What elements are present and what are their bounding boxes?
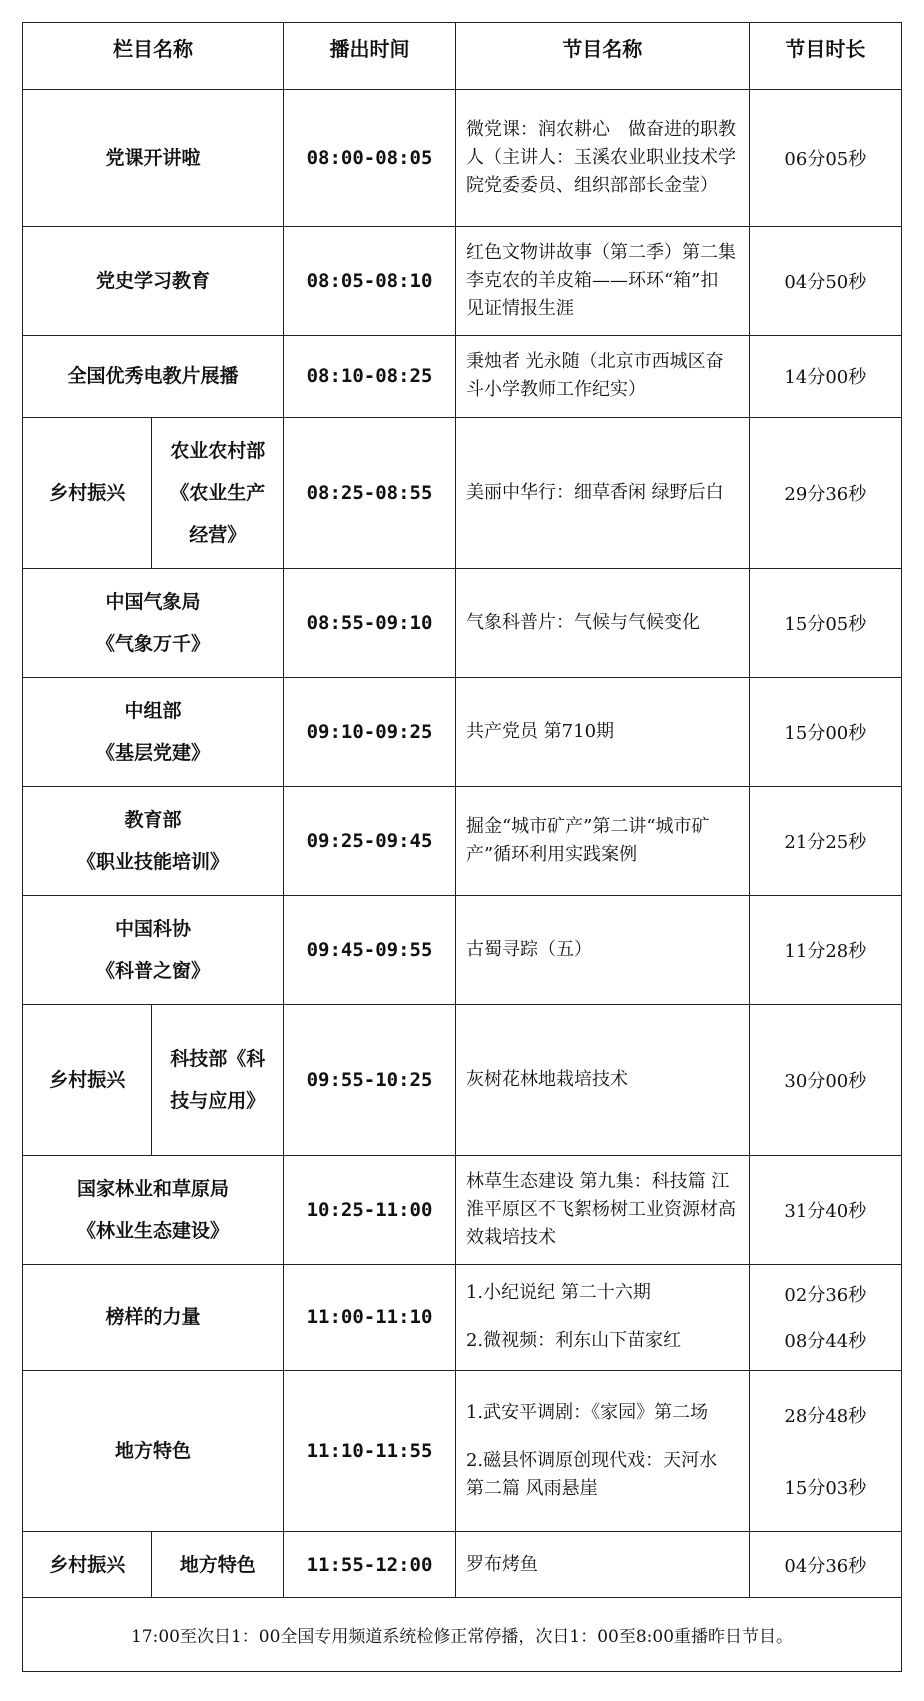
column-name-cell: 全国优秀电教片展播 [23,335,284,417]
program-cell: 气象科普片：气候与气候变化 [455,569,749,678]
schedule-table [22,22,902,1672]
program-cell: 美丽中华行：细草香闲 绿野后白 [455,417,749,568]
table-header-row [23,23,902,90]
footer-note: 17:00至次日1：00全国专用频道系统检修正常停播，次日1：00至8:00重播昨日节目。 [23,1598,902,1672]
column-name-cell [23,895,284,1004]
column-owner: 中组部 [124,700,182,722]
time-cell: 09:25-09:45 [284,787,456,896]
table-row [23,335,902,417]
table-row [23,1370,902,1531]
duration-item-1: 02分36秒 [784,1285,867,1307]
column-title: 《基层党建》 [96,742,211,764]
time-cell: 08:10-08:25 [284,335,456,417]
time-cell: 08:00-08:05 [284,89,456,226]
header-column-name: 栏目名称 [23,23,284,90]
program-cell [455,1265,749,1371]
column-name-cell: 地方特色 [23,1370,284,1531]
duration-item-1: 28分48秒 [784,1405,867,1427]
duration-cell: 11分28秒 [749,895,901,1004]
program-cell [455,1370,749,1531]
program-cell: 共产党员 第710期 [455,678,749,787]
time-cell: 10:25-11:00 [284,1156,456,1265]
program-cell: 罗布烤鱼 [455,1531,749,1598]
time-cell: 11:10-11:55 [284,1370,456,1531]
column-owner: 教育部 [124,808,182,831]
column-owner: 中国气象局 [105,591,201,614]
column-name-cell: 党史学习教育 [23,226,284,335]
column-title: 《气象万千》 [96,633,211,656]
table-row [23,895,902,1004]
program-cell: 掘金“城市矿产”第二讲“城市矿产”循环利用实践案例 [455,787,749,896]
duration-cell: 29分36秒 [749,417,901,568]
table-row [23,417,902,568]
duration-cell [749,1370,901,1531]
duration-cell: 15分05秒 [749,569,901,678]
table-row [23,1531,902,1598]
program-cell: 微党课：润农耕心 做奋进的职教人（主讲人：玉溪农业职业技术学院党委委员、组织部部长金莹） [455,89,749,226]
column-name-cell [23,1156,284,1265]
table-row [23,1004,902,1155]
time-cell: 09:55-10:25 [284,1004,456,1155]
program-item-2: 2.微视频：利东山下苗家红 [465,1330,682,1352]
time-cell: 09:45-09:55 [284,895,456,1004]
duration-cell: 15分00秒 [749,678,901,787]
column-owner: 国家林业和草原局 [77,1178,230,1201]
duration-cell: 31分40秒 [749,1156,901,1265]
table-row [23,787,902,896]
program-item-1: 1.小纪说纪 第二十六期 [465,1282,651,1304]
column-category-cell: 乡村振兴 [23,1004,152,1155]
duration-cell: 30分00秒 [749,1004,901,1155]
column-owner: 中国科协 [115,917,192,940]
duration-cell: 04分36秒 [749,1531,901,1598]
duration-item-2: 08分44秒 [784,1331,867,1353]
column-title: 《职业技能培训》 [77,850,230,873]
table-row [23,1156,902,1265]
column-category-cell: 乡村振兴 [23,1531,152,1598]
duration-item-2: 15分03秒 [784,1477,867,1499]
column-category-cell: 乡村振兴 [23,417,152,568]
time-cell: 11:55-12:00 [284,1531,456,1598]
column-title: 《林业生态建设》 [77,1220,230,1243]
program-cell: 红色文物讲故事（第二季）第二集 李克农的羊皮箱——环环“箱”扣 见证情报生涯 [455,226,749,335]
duration-cell: 06分05秒 [749,89,901,226]
table-row [23,678,902,787]
program-cell: 古蜀寻踪（五） [455,895,749,1004]
program-cell: 秉烛者 光永随（北京市西城区奋斗小学教师工作纪实） [455,335,749,417]
duration-cell [749,1265,901,1371]
table-row [23,226,902,335]
time-cell: 11:00-11:10 [284,1265,456,1371]
column-subcategory-cell: 农业农村部《农业生产经营》 [152,417,284,568]
duration-cell: 04分50秒 [749,226,901,335]
column-name-cell [23,678,284,787]
time-cell: 08:25-08:55 [284,417,456,568]
time-cell: 08:05-08:10 [284,226,456,335]
duration-cell: 21分25秒 [749,787,901,896]
header-duration: 节目时长 [749,23,901,90]
footer-row [23,1598,902,1672]
column-name-cell [23,569,284,678]
program-item-2: 2.磁县怀调原创现代戏：天河水 第二篇 风雨悬崖 [465,1449,718,1499]
program-cell: 林草生态建设 第九集：科技篇 江淮平原区不飞絮杨树工业资源材高效栽培技术 [455,1156,749,1265]
column-subcategory-cell: 地方特色 [152,1531,284,1598]
time-cell: 08:55-09:10 [284,569,456,678]
column-title: 《科普之窗》 [96,959,211,982]
column-name-cell [23,787,284,896]
header-broadcast-time: 播出时间 [284,23,456,90]
column-name-cell: 党课开讲啦 [23,89,284,226]
column-name-cell: 榜样的力量 [23,1265,284,1371]
program-cell: 灰树花林地栽培技术 [455,1004,749,1155]
program-item-1: 1.武安平调剧：《家园》第二场 [465,1401,709,1423]
column-subcategory-cell: 科技部《科技与应用》 [152,1004,284,1155]
table-row [23,569,902,678]
table-row [23,89,902,226]
duration-cell: 14分00秒 [749,335,901,417]
header-program-name: 节目名称 [455,23,749,90]
table-row [23,1265,902,1371]
time-cell: 09:10-09:25 [284,678,456,787]
